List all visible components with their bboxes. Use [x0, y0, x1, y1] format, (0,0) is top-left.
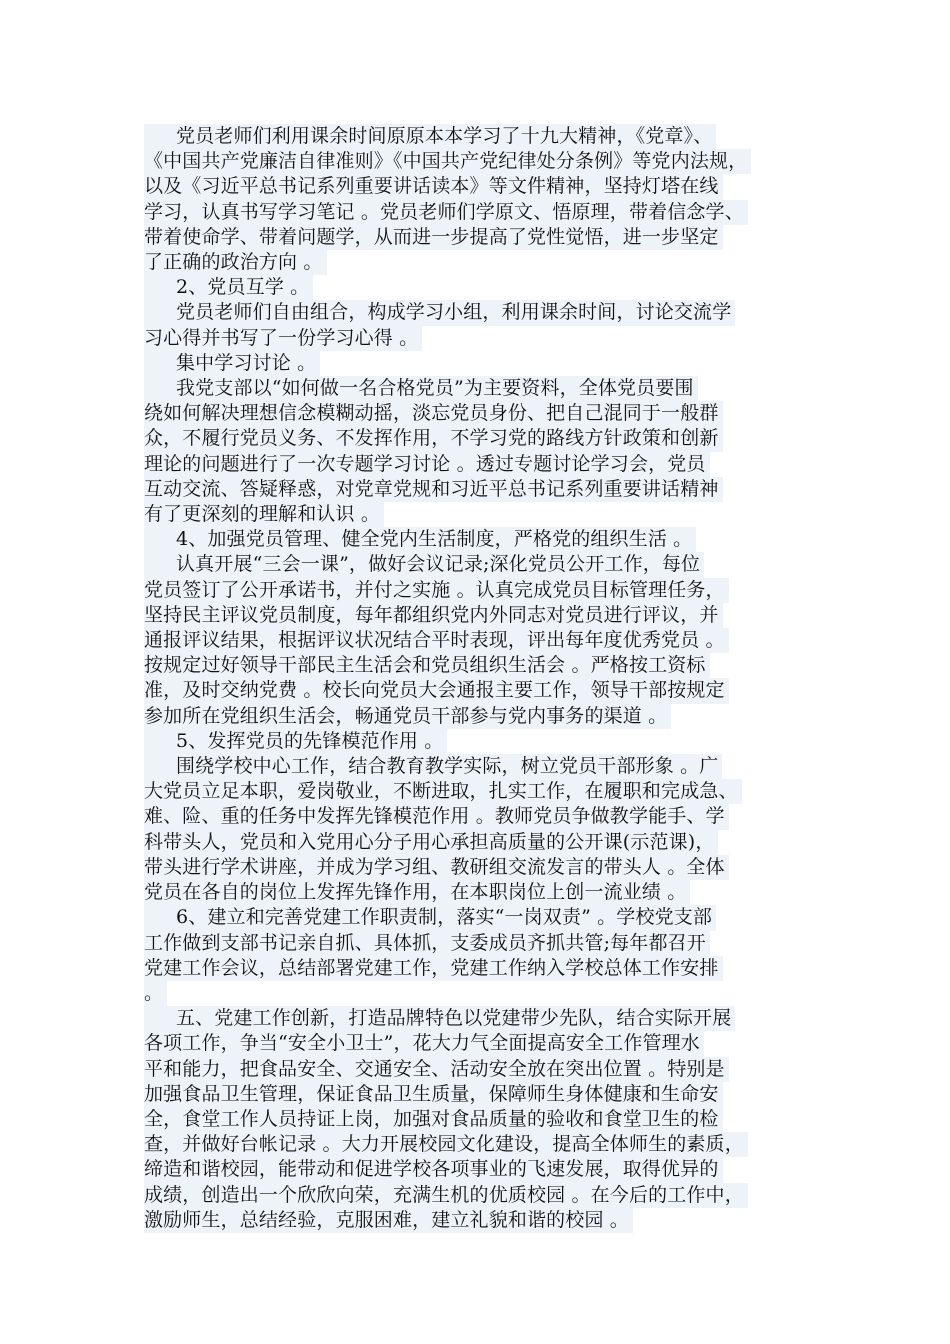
document-body: [144, 124, 809, 1233]
text-line: 五、党建工作创新，打造品牌特色以党建带少先队，结合实际开展: [144, 1006, 735, 1031]
text-line: 参加所在党组织生活会，畅通党员干部参与党内事务的渠道 。: [144, 704, 671, 729]
text-line: 习心得并书写了一份学习心得 。: [144, 326, 422, 351]
text-line: 集中学习讨论 。: [144, 351, 320, 376]
text-line: 准，及时交纳党费 。校长向党员大会通报主要工作，领导干部按规定: [144, 678, 729, 703]
text-line: 围绕学校中心工作，结合教育教学实际，树立党员干部形象 。广: [144, 754, 722, 779]
text-line: 有了更深刻的理解和认识 。: [144, 502, 384, 527]
text-line: 大党员立足本职，爱岗敬业，不断进取，扎实工作，在履职和完成急、: [144, 779, 742, 804]
text-line: 缔造和谐校园，能带动和促进学校各项事业的飞速发展，取得优异的: [144, 1157, 723, 1182]
text-line: 带头进行学术讲座，并成为学习组、教研组交流发言的带头人 。全体: [144, 855, 729, 880]
text-line: 党员老师们利用课余时间原原本本学习了十九大精神，《党章》、: [144, 124, 716, 149]
text-line: 查，并做好台帐记录 。大力开展校园文化建设，提高全体师生的素质，: [144, 1132, 748, 1157]
text-line: 互动交流、答疑释惑，对党章党规和习近平总书记系列重要讲话精神: [144, 477, 723, 502]
text-line: 以及《习近平总书记系列重要讲话读本》等文件精神，坚持灯塔在线: [144, 174, 723, 199]
text-line: 《中国共产党廉洁自律准则》《中国共产党纪律处分条例》等党内法规，: [144, 149, 751, 174]
text-line: 平和能力，把食品安全、交通安全、活动安全放在突出位置 。特别是: [144, 1057, 729, 1082]
text-line: 我党支部以“如何做一名合格党员”为主要资料，全体党员要围: [144, 376, 698, 401]
text-line: 党建工作会议，总结部署党建工作，党建工作纳入学校总体工作安排: [144, 956, 723, 981]
text-line: 加强食品卫生管理，保证食品卫生质量，保障师生身体健康和生命安: [144, 1082, 723, 1107]
text-line: 5、发挥党员的先锋模范作用 。: [144, 729, 447, 754]
text-line: 党员在各自的岗位上发挥先锋作用，在本职岗位上创一流业绩 。: [144, 880, 690, 905]
text-line: 全，食堂工作人员持证上岗，加强对食品质量的验收和食堂卫生的检: [144, 1107, 723, 1132]
text-line: 坚持民主评议党员制度，每年都组织党内外同志对党员进行评议，并: [144, 603, 723, 628]
text-line: 绕如何解决理想信念模糊动摇，淡忘党员身份、把自己混同于一般群: [144, 401, 723, 426]
text-line: 了正确的政治方向 。: [144, 250, 327, 275]
text-line: 科带头人，党员和入党用心分子用心承担高质量的公开课(示范课)，: [144, 830, 718, 855]
text-line: 学习，认真书写学习笔记 。党员老师们学原文、悟原理，带着信念学、: [144, 200, 748, 225]
text-line: 按规定过好领导干部民主生活会和党员组织生活会 。严格按工资标: [144, 653, 710, 678]
text-line: 党员签订了公开承诺书，并付之实施 。认真完成党员目标管理任务，: [144, 578, 729, 603]
text-line: 成绩，创造出一个欣欣向荣，充满生机的优质校园 。在今后的工作中，: [144, 1183, 748, 1208]
text-line: 众，不履行党员义务、不发挥作用，不学习党的路线方针政策和创新: [144, 426, 723, 451]
text-line: 工作做到支部书记亲自抓、具体抓，支委成员齐抓共管;每年都召开: [144, 931, 710, 956]
text-line: 认真开展“三会一课”，做好会议记录;深化党员公开工作，每位: [144, 552, 704, 577]
text-line: 难、险、重的任务中发挥先锋模范作用 。教师党员争做教学能手、学: [144, 804, 729, 829]
text-line: 理论的问题进行了一次专题学习讨论 。透过专题讨论学习会，党员: [144, 452, 710, 477]
text-line: 各项工作，争当“安全小卫士”，花大力气全面提高安全工作管理水: [144, 1031, 704, 1056]
text-line: 4、加强党员管理、健全党内生活制度，严格党的组织生活 。: [144, 527, 696, 552]
text-line: 6、建立和完善党建工作职责制，落实“一岗双责” 。学校党支部: [144, 905, 716, 930]
text-line: 党员老师们自由组合，构成学习小组，利用课余时间，讨论交流学: [144, 300, 735, 325]
text-line: 激励师生，总结经验，克服困难，建立礼貌和谐的校园 。: [144, 1208, 633, 1233]
text-line: 通报评议结果，根据评议状况结合平时表现，评出每年度优秀党员 。: [144, 628, 729, 653]
text-line: 2、党员互学 。: [144, 275, 313, 300]
text-line: 。: [144, 981, 167, 1006]
text-line: 带着使命学、带着问题学，从而进一步提高了党性觉悟，进一步坚定: [144, 225, 723, 250]
